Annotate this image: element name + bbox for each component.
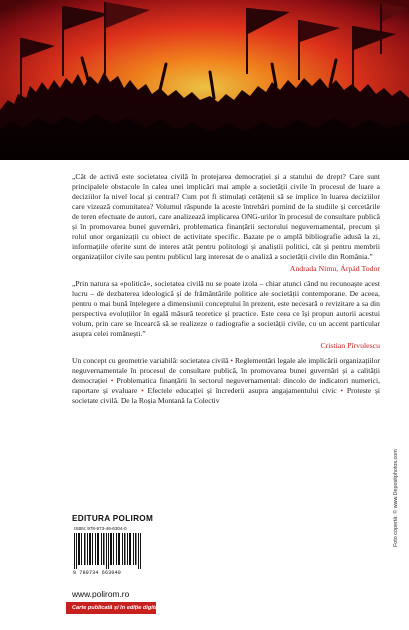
barcode — [72, 526, 144, 586]
publisher-website: www.polirom.ro — [72, 589, 130, 599]
author-signature-1: Andrada Nimu, Árpád Todor — [289, 264, 380, 273]
bullet-icon: • — [110, 376, 114, 385]
cover-photo-protest — [0, 0, 409, 160]
topic-item: Problematica finanțării în sectorul neguvernamental: dincolo de indicatori numerici, raportare și evaluare — [72, 376, 380, 395]
topic-lead: Un concept cu geometrie variabilă: societatea civilă — [72, 356, 229, 365]
isbn-label: ISBN: 978-973-46-6304-0 — [74, 526, 127, 531]
intro-paragraph: „Cât de activă este societatea civilă în protejarea democrației și a statului de drept? Care sunt principalele obstacole în calea unei implicări mai ample a societății civile în procesul de luare a deciziilor la nivel local și central? Cum pot fi stimulați cetățenii să se implice în luarea deciziilor care vizează comunitatea? Volumul răspunde la aceste întrebări pornind de la studiile și cercetările de teren efectuate de autori, care analizează implicarea ONG-urilor în procesul de consultare publică și în promovarea bunei guvernări, problematica finanțării sectorului neguvernamental, precum și rolul unor organizații cu obiect de activitate specific. Bazate pe o amplă bibliografie adusă la zi, informațiile oferite sunt de interes atât pentru politologi și analiștii politici, cât și pentru membrii organizațiilor civile sau pentru publicul larg interesat de o analiză a societății civile din România.” — [72, 172, 380, 261]
bullet-icon: • — [340, 386, 344, 395]
topic-item: Efectele educației și încrederii asupra angajamentului civic — [147, 386, 337, 395]
photo-credit: Foto copertă: © www.Depositphotos.com — [393, 449, 399, 547]
digital-edition-label: Carte publicată și în ediție digitală — [72, 605, 163, 611]
quote-paragraph: „Prin natura sa «politică», societatea civilă nu se poate izola – chiar atunci când nu recunoaște acest lucru – de dezbaterea ideologică și de frământările politice ale societății contemporane. De aceea, pentru o mai bună înțelegere a dimensiunii conceptului în prezent, este necesară o revizitare a sa din perspectiva evoluțiilor în egală măsură teoretice și practice. Este ceea ce își propun autorii acestui volum, prin care se încearcă să se realizeze o radiografie a societății civile, cu un accent particular asupra celei românești.” — [72, 279, 380, 338]
barcode-number: 9 789734 663040 — [73, 570, 122, 576]
bullet-icon: • — [141, 386, 144, 395]
barcode-bars — [74, 533, 142, 569]
bullet-icon: • — [230, 356, 234, 365]
topic-item: Proteste și societate civilă. De la Roșia Montană la Colectiv — [72, 386, 380, 405]
protest-crowd-illustration — [0, 0, 409, 160]
topics-list — [72, 356, 380, 406]
back-cover-text — [72, 172, 380, 406]
topic-item: Reglementări legale ale implicării organizațiilor neguvernamentale în procesul de consultare publică, în promovarea bunei guvernări și a calității democrației — [72, 356, 380, 385]
publisher-name: EDITURA POLIROM — [72, 514, 154, 523]
author-signature-2: Cristian Pîrvulescu — [320, 341, 380, 350]
